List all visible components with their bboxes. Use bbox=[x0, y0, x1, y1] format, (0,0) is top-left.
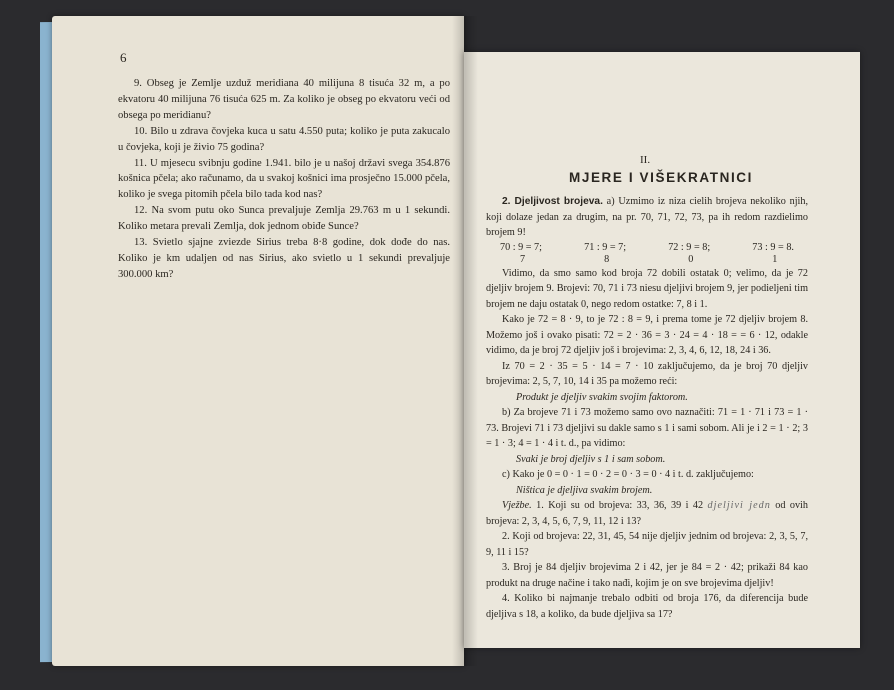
rule-statement-1: Produkt je djeljiv svakim svojim faktorom. bbox=[516, 391, 688, 403]
problem-10: 10. Bilo u zdrava čovjeka kuca u satu 4.550 puta; koliko je puta zakucalo u čovjeka, koji je živio 75 godina? bbox=[118, 125, 450, 153]
exercise-2: 2. Koji od brojeva: 22, 31, 45, 54 nije djeljiv jednim od brojeva: 2, 3, 5, 7, 9, 11 i 15? bbox=[486, 531, 808, 558]
problem-9: 9. Obseg je Zemlje uzduž meridiana 40 milijuna 8 tisuća 32 m, a po ekvatoru 40 milijuna 76 tisuća 625 m. Za koliko je obseg po ekvatoru veći od obsega po meridianu? bbox=[118, 78, 450, 121]
division-expr: 73 : 9 = 8. bbox=[752, 241, 794, 253]
problem-13: 13. Svietlo sjajne zviezde Sirius treba 8·8 godine, dok dođe do nas. Koliko je km udaljen od nas Sirius, ako svietlo u 1 sekundi prevaljuje 300.000 km? bbox=[118, 237, 450, 280]
division-remainder: 1 bbox=[772, 253, 778, 265]
left-page-text bbox=[118, 76, 450, 283]
rule-statement-2: Svaki je broj djeljiv s 1 i sam sobom. bbox=[516, 453, 666, 465]
division-item bbox=[668, 242, 710, 266]
exercise-1 bbox=[486, 498, 808, 529]
division-remainder: 8 bbox=[604, 253, 610, 265]
exercise-label: Vježbe. bbox=[502, 500, 532, 511]
right-page-text bbox=[486, 194, 808, 622]
division-examples bbox=[486, 242, 808, 266]
division-expr: 71 : 9 = 7; bbox=[584, 241, 627, 253]
problem-12: 12. Na svom putu oko Sunca prevaljuje Zemlja 29.763 m u 1 sekundi. Koliko metara prevali Zemlja, dok jednom obiđe Sunce? bbox=[118, 205, 450, 233]
book-gutter bbox=[452, 16, 478, 666]
chapter-number: II. bbox=[640, 154, 651, 166]
intro-text: a) Uzmimo iz niza cielih brojeva nekoliko njih, koji dolaze jedan za drugim, na pr. 70, 71, 72, 73, pa ih redom razdielimo brojem 9! bbox=[486, 196, 808, 238]
problem-11: 11. U mjesecu svibnju godine 1.941. bilo je u našoj državi svega 354.876 košnica pčela; ako računamo, da u svakoj košnici ima prosječno 15.000 pčela, koliko je svega pitomih pčela bilo tada kod nas? bbox=[118, 157, 450, 201]
division-item bbox=[500, 242, 542, 266]
division-remainder: 0 bbox=[688, 253, 694, 265]
paragraph-1: Vidimo, da smo samo kod broja 72 dobili ostatak 0; velimo, da je 72 djeljiv brojem 9. Brojevi: 70, 71 i 73 niesu djeljivi brojem 9, jer podieljeni tim brojem ne daju ostatak 0, nego redom ostatke: 7, 8 i 1. bbox=[486, 267, 808, 310]
exercise-4: 4. Koliko bi najmanje trebalo odbiti od broja 176, da diferencija bude djeljiva s 18, a koliko, da bude djeljiva sa 17? bbox=[486, 593, 808, 620]
exercise-3: 3. Broj je 84 djeljiv brojevima 2 i 42, jer je 84 = 2 · 42; prikaži 84 kao produkt na druge načine i tako nađi, kojim je on sve brojevima djeljiv! bbox=[486, 562, 808, 589]
handwritten-note: djeljivi jedn bbox=[707, 500, 771, 511]
exercise-1-text: 1. Koji su od brojeva: 33, 36, 39 i 42 bbox=[536, 500, 704, 511]
paragraph-5: c) Kako je 0 = 0 · 1 = 0 · 2 = 0 · 3 = 0 · 4 i t. d. zaključujemo: bbox=[502, 469, 754, 480]
paragraph-2: Kako je 72 = 8 · 9, to je 72 : 8 = 9, i prema tome je 72 djeljiv brojem 8. Možemo još i ovako pisati: 72 = 2 · 36 = 3 · 24 = 4 · 18 = = 6 · 12, odakle vidimo, da je broj 72 djeljiv još i brojevima: 2, 3, 4, 6, 12, 18, 24 i 36. bbox=[486, 314, 808, 356]
division-item bbox=[752, 242, 794, 266]
division-expr: 72 : 9 = 8; bbox=[668, 241, 711, 253]
chapter-title: MJERE I VIŠEKRATNICI bbox=[568, 170, 754, 185]
division-expr: 70 : 9 = 7; bbox=[500, 241, 542, 253]
section-heading: 2. Djeljivost brojeva. bbox=[502, 196, 603, 207]
rule-statement-3: Ništica je djeljiva svakim brojem. bbox=[516, 484, 653, 496]
exercise-1-cont: od ovih brojeva: 2, 3, 4, 5, 6, 7, 9, 11, 12 i 13? bbox=[486, 500, 808, 527]
division-remainder: 7 bbox=[520, 253, 526, 265]
division-item bbox=[584, 242, 626, 266]
paragraph-3: Iz 70 = 2 · 35 = 5 · 14 = 7 · 10 zaključujemo, da je broj 70 djeljiv brojevima: 2, 5, 7, 10, 14 i 35 pa možemo reći: bbox=[486, 360, 808, 387]
paragraph-4: b) Za brojeve 71 i 73 možemo samo ovo naznačiti: 71 = 1 · 71 i 73 = 1 · 73. Brojevi 71 i 73 djeljivi su dakle samo s 1 i sami sobom. Ali je i 2 = 1 · 2; 3 = 1 · 3; 4 = 1 · 4 i t. d., pa vidimo: bbox=[486, 407, 808, 449]
page-number: 6 bbox=[120, 50, 127, 65]
section-intro bbox=[486, 194, 808, 241]
